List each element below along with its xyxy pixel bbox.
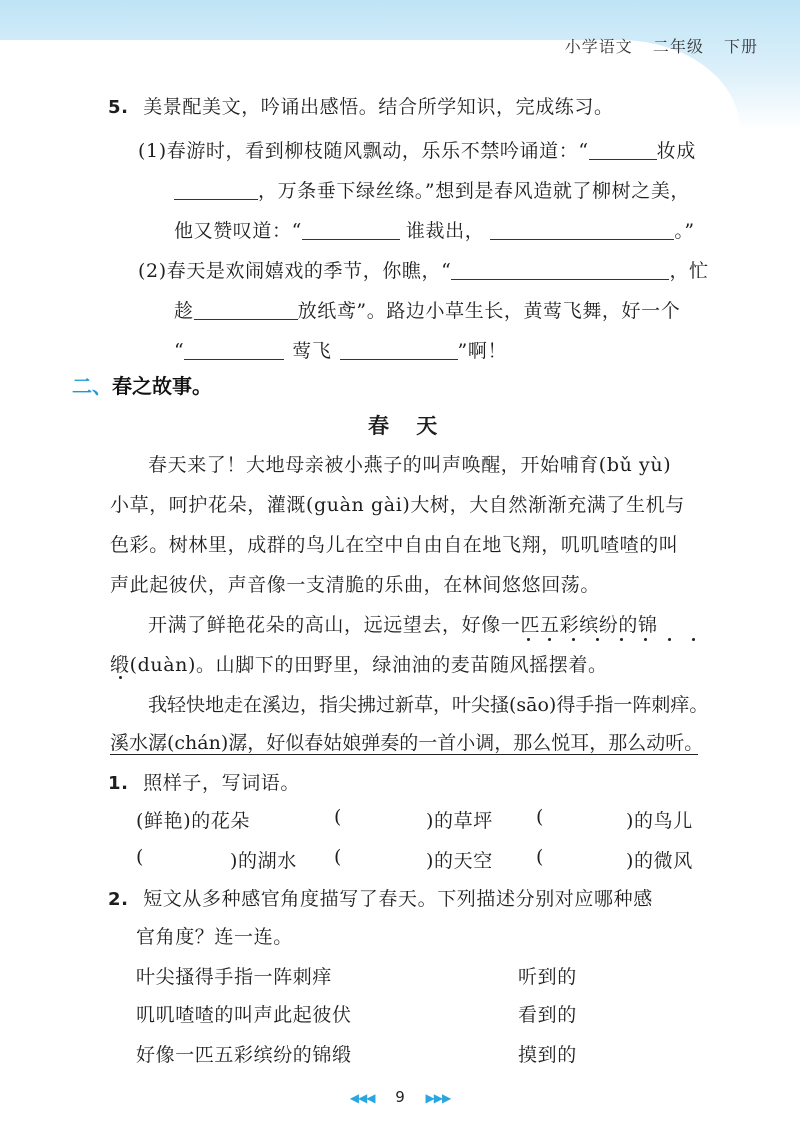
q5-p1-text-c: ，万条垂下绿丝绦。”想到是春风造就了柳树之美， <box>258 180 691 202</box>
q5-p2-line2 <box>174 296 680 323</box>
emphasis-dot <box>527 638 530 641</box>
q1-paren-open: ( <box>536 846 545 868</box>
q1-paren-open: ( <box>536 806 545 828</box>
q5-p2-line1 <box>138 256 709 283</box>
match-right-item[interactable]: 摸到的 <box>518 1044 577 1066</box>
answer-blank[interactable] <box>174 179 258 200</box>
q5-p1-line2 <box>174 176 690 203</box>
match-right-item[interactable]: 看到的 <box>518 1004 577 1026</box>
section-heading <box>72 370 212 399</box>
prev-arrows-icon: ◀◀◀ <box>349 1091 375 1105</box>
story-p3-line1: 我轻快地走在溪边，指尖拂过新草，叶尖搔(sāo)得手指一阵刺痒。 <box>148 694 709 716</box>
story-title: 春 天 <box>368 413 448 438</box>
answer-blank[interactable] <box>340 339 458 360</box>
story-p1-line2: 小草，呵护花朵，灌溉(guàn gài)大树，大自然渐渐充满了生机与 <box>110 494 685 516</box>
match-left-item[interactable]: 叶尖搔得手指一阵刺痒 <box>136 966 333 988</box>
next-arrows-icon: ▶▶▶ <box>425 1091 451 1105</box>
q1-stem-line <box>108 768 300 795</box>
q1-item[interactable]: )的草坪 <box>426 810 493 832</box>
emphasis-dot <box>668 638 671 641</box>
q2-number: 2. <box>108 889 129 910</box>
q1-item[interactable]: )的微风 <box>626 850 693 872</box>
answer-blank[interactable] <box>194 299 298 320</box>
q5-p2-text-f: 莺飞 <box>292 340 332 362</box>
answer-blank[interactable] <box>184 339 284 360</box>
q5-number: 5. <box>108 97 129 118</box>
match-left-item[interactable]: 好像一匹五彩缤纷的锦缎 <box>136 1044 352 1066</box>
q1-stem: 照样子，写词语。 <box>143 772 301 794</box>
header-volume: 下册 <box>723 37 758 56</box>
q5-p1-line1 <box>138 136 696 163</box>
answer-blank[interactable] <box>302 219 400 240</box>
page-footer <box>0 1088 800 1106</box>
section-title: 春之故事。 <box>112 374 212 398</box>
q5-stem-line <box>108 92 614 119</box>
q1-item[interactable]: )的湖水 <box>230 850 297 872</box>
emphasis-dot <box>572 638 575 641</box>
answer-blank[interactable] <box>451 259 669 280</box>
q5-p1-line3 <box>174 216 695 243</box>
q1-paren-open: ( <box>334 806 343 828</box>
q1-example: (鲜艳)的花朵 <box>136 810 251 832</box>
q5-p2-text-c: 趁 <box>174 300 194 322</box>
story-p2-line2: 缎(duàn)。山脚下的田野里，绿油油的麦苗随风摇摆着。 <box>110 654 608 676</box>
q5-p1-text-b: 妆成 <box>656 140 696 162</box>
q1-paren-open: ( <box>334 846 343 868</box>
story-p1-line3: 色彩。树林里，成群的鸟儿在空中自由自在地飞翔，叽叽喳喳的叫 <box>110 534 679 556</box>
emphasis-dot <box>620 638 623 641</box>
page-number: 9 <box>395 1088 405 1106</box>
match-right-item[interactable]: 听到的 <box>518 966 577 988</box>
header-grade: 二年级 <box>652 37 704 56</box>
emphasis-dot <box>644 638 647 641</box>
q5-p1-text-d: 他又赞叹道：“ <box>174 220 302 242</box>
emphasis-dot <box>119 676 122 679</box>
emphasis-dot <box>692 638 695 641</box>
q5-p1-text-f: 。” <box>674 220 695 242</box>
q5-p2-line3 <box>174 336 507 363</box>
q1-paren-open: ( <box>136 846 145 868</box>
q2-stem-line2: 官角度？连一连。 <box>136 926 293 948</box>
answer-blank[interactable] <box>589 139 657 160</box>
story-p1-line1: 春天来了！大地母亲被小燕子的叫声唤醒，开始哺育(bǔ yù) <box>148 454 672 476</box>
q5-p2-text-g: ”啊！ <box>457 340 508 362</box>
q2-stem: 短文从多种感官角度描写了春天。下列描述分别对应哪种感 <box>143 888 653 910</box>
story-p1-line4: 声此起彼伏，声音像一支清脆的乐曲，在林间悠悠回荡。 <box>110 574 601 596</box>
q1-item[interactable]: )的天空 <box>426 850 493 872</box>
story-p3-line2: 溪水潺(chán)潺，好似春姑娘弹奏的一首小调，那么悦耳，那么动听。 <box>110 732 704 754</box>
q1-item[interactable]: )的鸟儿 <box>626 810 693 832</box>
emphasis-dot <box>548 638 551 641</box>
q5-p2-text-a: (2)春天是欢闹嬉戏的季节，你瞧，“ <box>138 260 452 282</box>
q5-p2-text-d: 放纸鸢”。路边小草生长，黄莺飞舞，好一个 <box>297 300 681 322</box>
q5-p1-text-e: 谁裁出， <box>405 220 485 242</box>
underline <box>110 754 698 755</box>
q2-stem-line1 <box>108 884 653 911</box>
emphasis-dot <box>596 638 599 641</box>
answer-blank[interactable] <box>490 219 674 240</box>
q5-p2-text-b: ，忙 <box>669 260 709 282</box>
q5-stem: 美景配美文，吟诵出感悟。结合所学知识，完成练习。 <box>143 96 614 118</box>
story-p2-line1: 开满了鲜艳花朵的高山，远远望去，好像一匹五彩缤纷的锦 <box>148 614 658 636</box>
running-header <box>551 34 758 57</box>
q5-p1-text-a: (1)春游时，看到柳枝随风飘动，乐乐不禁吟诵道：“ <box>138 140 589 162</box>
header-subject: 小学语文 <box>564 37 633 56</box>
section-number: 二、 <box>72 374 112 398</box>
q1-number: 1. <box>108 773 129 794</box>
q5-p2-text-e: “ <box>174 340 185 362</box>
match-left-item[interactable]: 叽叽喳喳的叫声此起彼伏 <box>136 1004 352 1026</box>
